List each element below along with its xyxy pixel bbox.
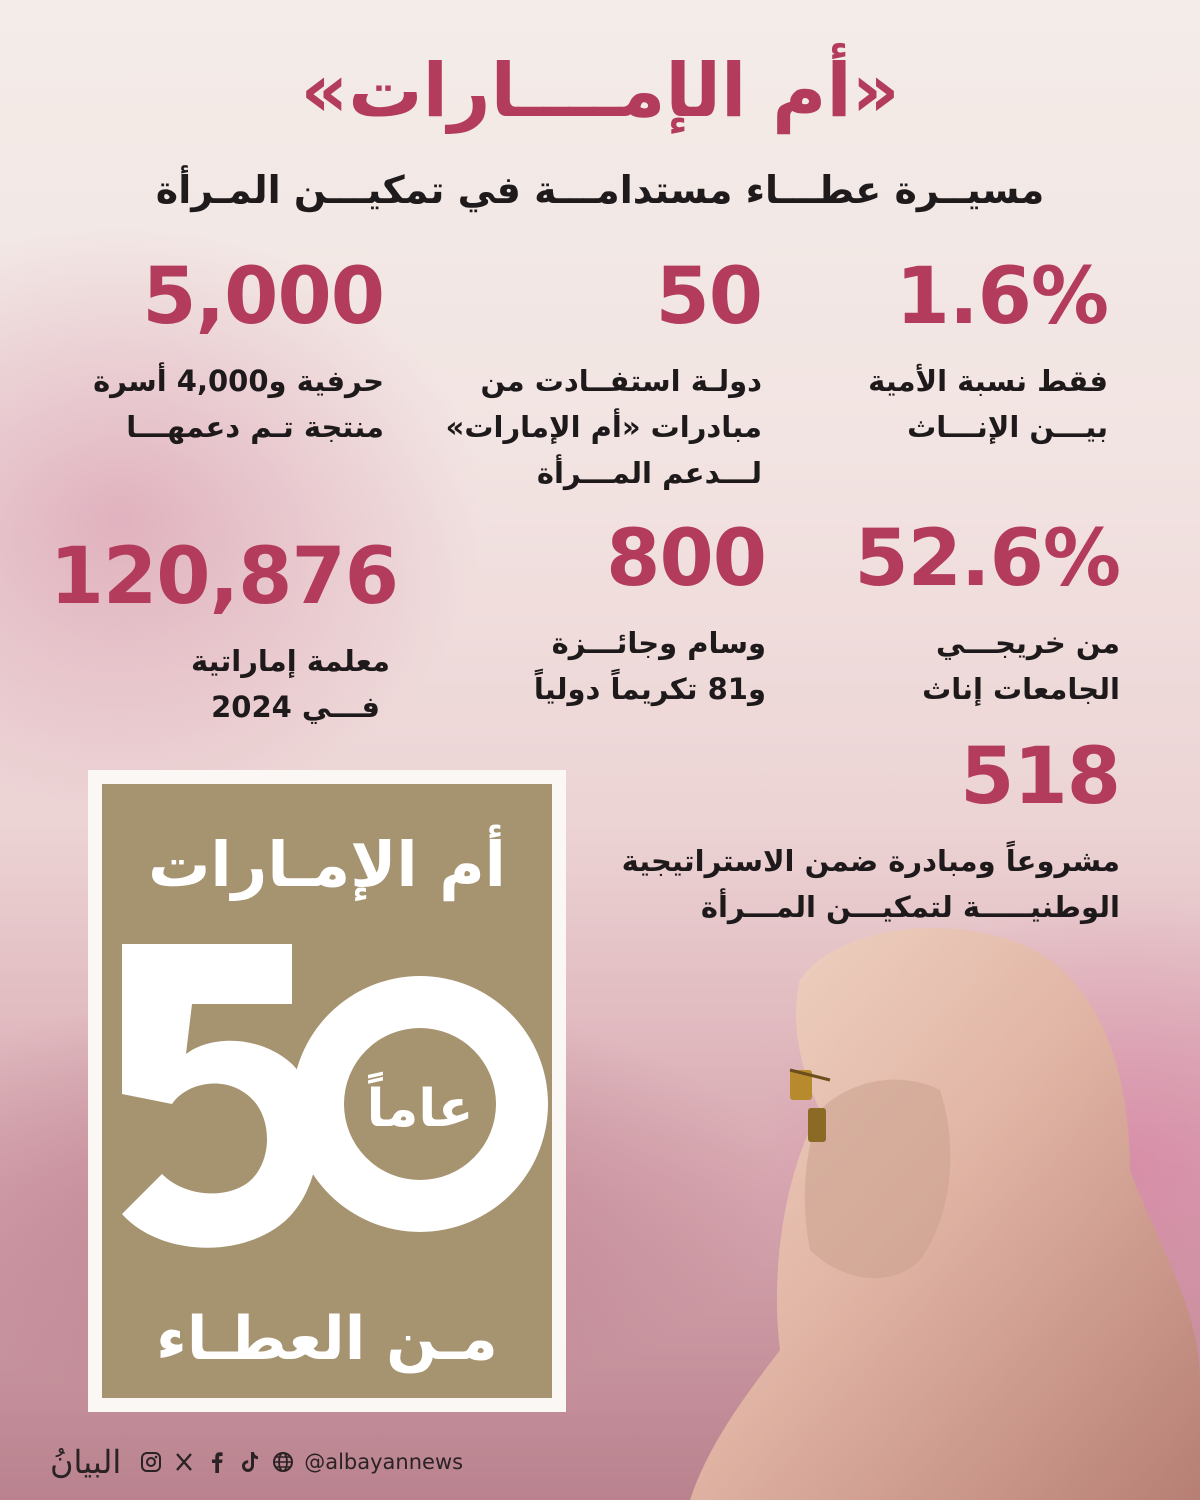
stat-desc-line: مشروعاً ومبادرة ضمن الاستراتيجية	[621, 844, 1120, 878]
badge-fifty-graphic	[102, 924, 552, 1294]
stat-desc-line: بيـــن الإنـــاث	[907, 410, 1108, 444]
social-handle[interactable]: @albayannews	[304, 1450, 464, 1474]
stat-desc-line: الجامعات إناث	[922, 672, 1120, 706]
stat-illiteracy	[788, 252, 1108, 450]
stat-desc-line: فقط نسبة الأمية	[868, 364, 1108, 398]
tiktok-icon[interactable]	[238, 1450, 262, 1474]
stat-desc-line: دولـة استفــادت من	[480, 364, 762, 398]
stat-value: 50	[655, 252, 762, 342]
stat-value: 5,000	[142, 252, 384, 342]
stat-desc-line: فـــي 2024	[211, 690, 380, 724]
facebook-icon[interactable]	[205, 1450, 229, 1474]
stat-desc-line: مبادرات «أم الإمارات»	[445, 410, 762, 444]
instagram-icon[interactable]	[139, 1450, 163, 1474]
footer	[50, 1440, 463, 1484]
stat-teachers	[38, 532, 398, 730]
stat-value: 120,876	[49, 532, 398, 622]
page-subtitle: مسيــرة عطـــاء مستدامـــة في تمكيـــن المـرأة	[155, 168, 1045, 212]
stat-value: 52.6%	[854, 514, 1120, 604]
x-icon[interactable]	[172, 1450, 196, 1474]
badge-years-text: عاماً	[366, 1079, 474, 1139]
badge-bottom-text: مـن العطـاء	[156, 1304, 498, 1374]
globe-icon[interactable]	[271, 1450, 295, 1474]
stat-value: 1.6%	[895, 252, 1108, 342]
stat-desc-line: وسام وجائـــزة	[551, 626, 766, 660]
stat-desc-line: حرفية و4,000 أسرة	[93, 364, 384, 398]
badge-top-text: أم الإمـارات	[148, 828, 506, 901]
woman-illustration	[690, 920, 1200, 1500]
stat-artisans	[44, 252, 384, 450]
brand-logo: البيانُ	[50, 1443, 122, 1481]
social-links	[139, 1450, 463, 1474]
anniversary-badge	[88, 770, 566, 1412]
stat-countries	[422, 252, 762, 496]
stat-desc-line: الوطنيـــــة لتمكيـــن المـــرأة	[700, 890, 1120, 924]
stat-awards	[426, 514, 766, 712]
stat-desc-line: منتجة تـم دعمهـــا	[126, 410, 384, 444]
stat-desc-line: معلمة إماراتية	[190, 644, 390, 678]
stat-value: 800	[606, 514, 766, 604]
stat-graduates	[800, 514, 1120, 712]
stat-value: 518	[960, 732, 1120, 822]
page-title: «أم الإمــــارات»	[300, 48, 900, 134]
stat-desc-line: من خريجـــي	[936, 626, 1120, 660]
stat-desc-line: لـــدعم المـــرأة	[536, 456, 762, 490]
stat-projects	[560, 732, 1120, 930]
stat-desc-line: و81 تكريماً دولياً	[533, 672, 766, 706]
